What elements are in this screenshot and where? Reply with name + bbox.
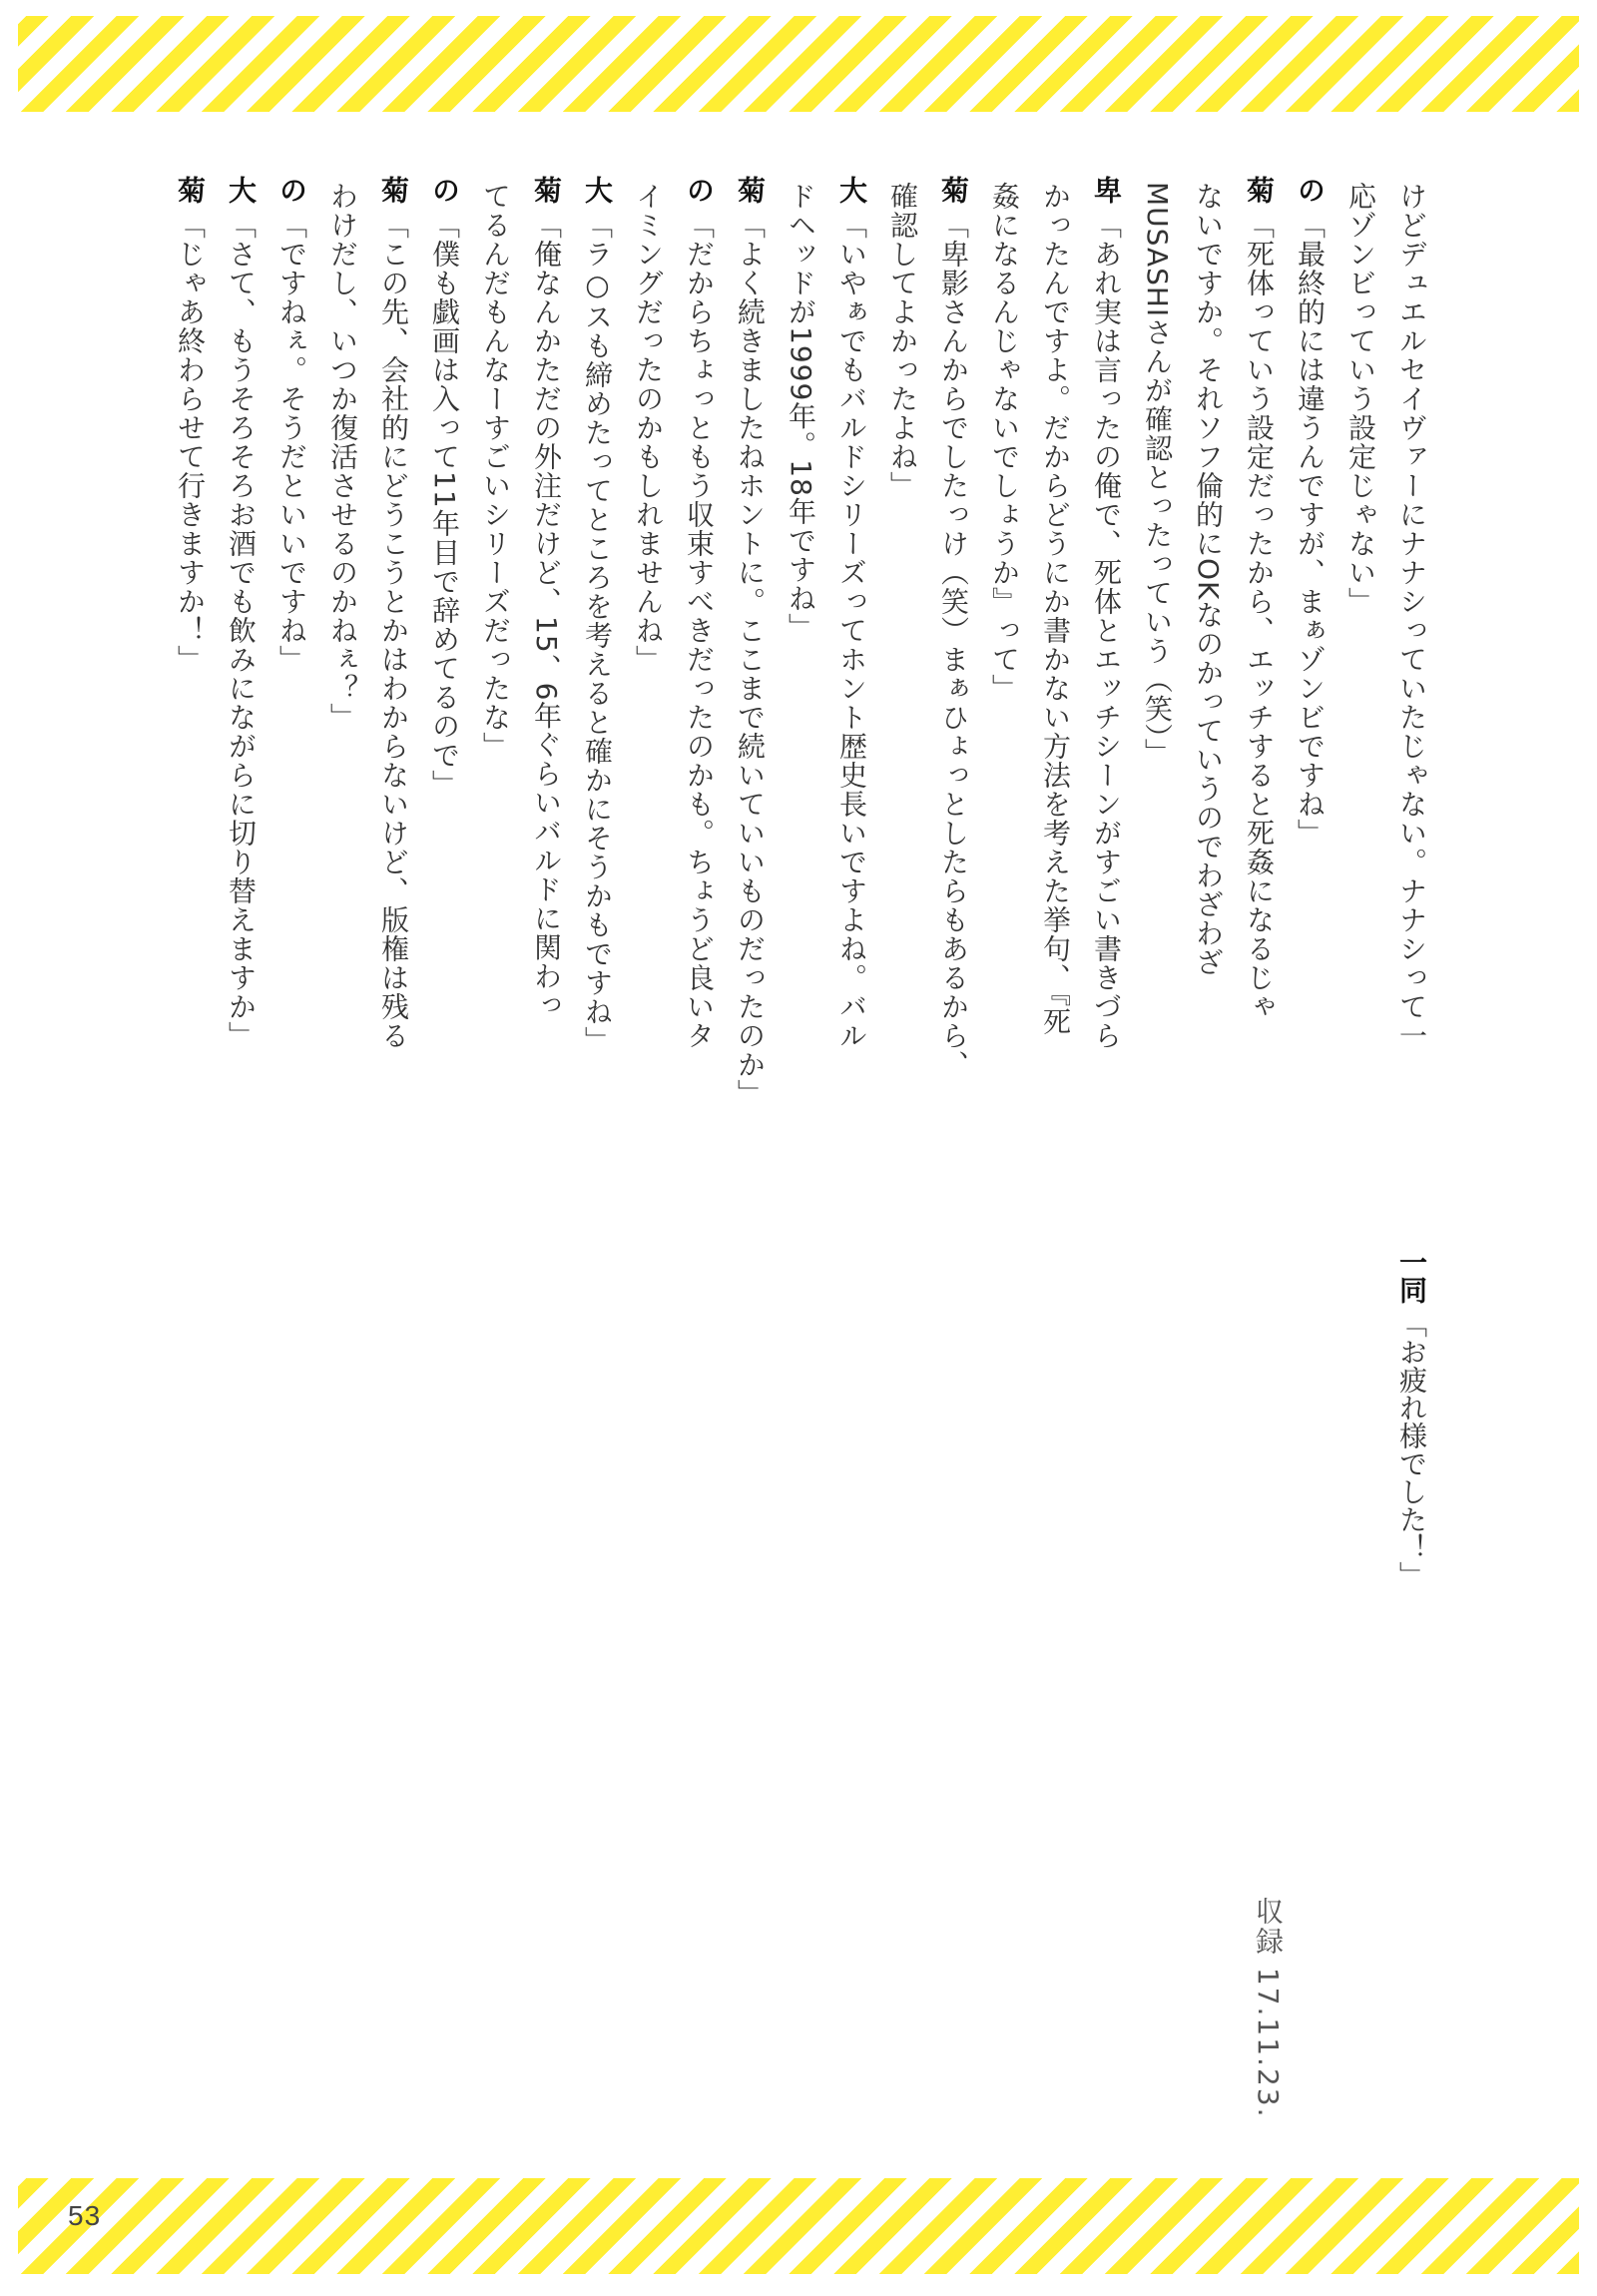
dialogue-text: 「僕も戯画は入って11年目で辞めてるので」 (428, 211, 461, 799)
bottom-stripe-band (18, 2178, 1579, 2274)
dialogue-line (877, 176, 928, 1733)
closing-line (1386, 1248, 1437, 1589)
dialogue-line (572, 176, 623, 1733)
dialogue-line (623, 176, 674, 1733)
speaker-mark: 大 (581, 176, 614, 205)
dialogue-text: 「死体っていう設定だったから、エッチすると死姦になるじゃ (1243, 211, 1276, 1021)
recording-date: 収録 17.11.23. (1252, 1897, 1285, 2119)
page-number: 53 (68, 2200, 102, 2231)
dialogue-line (674, 176, 725, 1733)
speaker-mark: 菊 (377, 176, 410, 205)
dialogue-line (470, 176, 521, 1733)
dialogue-line (317, 176, 368, 1733)
top-stripe-band (18, 16, 1579, 112)
dialogue-line (1132, 176, 1183, 1733)
dialogue-line (1285, 176, 1335, 1733)
speaker-mark: 菊 (937, 176, 970, 205)
speaker-mark: 大 (225, 176, 258, 205)
dialogue-line (776, 176, 826, 1733)
speaker-mark: の (683, 176, 716, 205)
speaker-mark: 一同 (1395, 1248, 1428, 1304)
dialogue-text: 「卑影さんからでしたっけ（笑）まぁひょっとしたらもあるから、 (937, 211, 970, 1079)
dialogue-text: 「ラ○スも締めたってところを考えると確かにそうかもですね」 (581, 211, 614, 1055)
dialogue-text: てるんだもんなーすごいシリーズだったな」 (479, 182, 512, 761)
dialogue-text: 「だからちょっともう収束すべきだったのかも。ちょうど良いタ (683, 211, 716, 1050)
dialogue-line (266, 176, 317, 1733)
closing-text: 「お疲れ様でした！」 (1395, 1310, 1428, 1589)
dialogue-text: ないですか。それソフ倫的にOKなのかっていうのでわざわざ (1192, 182, 1225, 977)
speaker-mark: の (275, 176, 308, 205)
dialogue-line (368, 176, 419, 1733)
speaker-mark: 大 (835, 176, 868, 205)
dialogue-line (979, 176, 1030, 1733)
dialogue-text: 確認してよかったよね」 (886, 182, 919, 500)
dialogue-line (521, 176, 572, 1733)
speaker-mark: 卑 (1090, 176, 1123, 205)
dialogue-text: かったんですよ。だからどうにか書かない方法を考えた挙句、『死 (1039, 182, 1072, 1036)
dialogue-line (419, 176, 470, 1733)
dialogue-text: わけだし、いつか復活させるのかねぇ？」 (326, 182, 359, 732)
dialogue-line (216, 176, 266, 1733)
dialogue-line (826, 176, 877, 1733)
dialogue-line (725, 176, 776, 1733)
speaker-mark: 菊 (1243, 176, 1276, 205)
speaker-mark: 菊 (734, 176, 767, 205)
dialogue-text: イミングだったのかもしれませんね」 (632, 182, 665, 674)
speaker-mark: の (1294, 176, 1327, 205)
dialogue-line (165, 176, 216, 1733)
dialogue-line (928, 176, 979, 1733)
dialogue-line (1030, 176, 1081, 1733)
dialogue-text: 「さて、もうそろそろお酒でも飲みにながらに切り替えますか」 (225, 211, 258, 1050)
speaker-mark: 菊 (530, 176, 563, 205)
dialogue-text: 「最終的には違うんですが、まぁゾンビですね」 (1294, 211, 1327, 848)
dialogue-line (1234, 176, 1285, 1733)
speaker-mark: 菊 (174, 176, 207, 205)
dialogue-text: 「じゃあ終わらせて行きますか！」 (174, 211, 207, 674)
dialogue-text: 「あれ実は言ったの俺で、死体とエッチシーンがすごい書きづら (1090, 211, 1123, 1050)
dialogue-line (1335, 176, 1386, 1733)
dialogue-text: 「ですねぇ。そうだといいですね」 (275, 211, 308, 674)
dialogue-text: 姦になるんじゃないでしょうか』って」 (988, 182, 1021, 703)
dialogue-text: 「いやぁでもバルドシリーズってホント歴史長いですよね。バル (835, 211, 868, 1050)
dialogue-text: 「俺なんかただの外注だけど、15、6年ぐらいバルドに関わっ (530, 211, 563, 1020)
dialogue-line (1183, 176, 1234, 1733)
speaker-mark: の (428, 176, 461, 205)
dialogue-text: 「よく続きましたねホントに。ここまで続いていいものだったのか」 (734, 211, 767, 1108)
dialogue-text: 応ゾンビっていう設定じゃない」 (1344, 182, 1377, 616)
dialogue-text: ドヘッドが1999年。18年ですね」 (785, 182, 817, 642)
dialogue-line (1081, 176, 1132, 1733)
dialogue-text: けどデュエルセイヴァーにナナシっていたじゃない。ナナシって一 (1395, 182, 1428, 1050)
closing-block (1386, 1248, 1437, 1589)
dialogue-text: MUSASHIさんが確認とったっていう（笑）」 (1141, 182, 1174, 768)
dialogue-text: 「この先、会社的にどうこうとかはわからないけど、版権は残る (377, 211, 410, 1050)
dialogue-block (165, 176, 1437, 1733)
